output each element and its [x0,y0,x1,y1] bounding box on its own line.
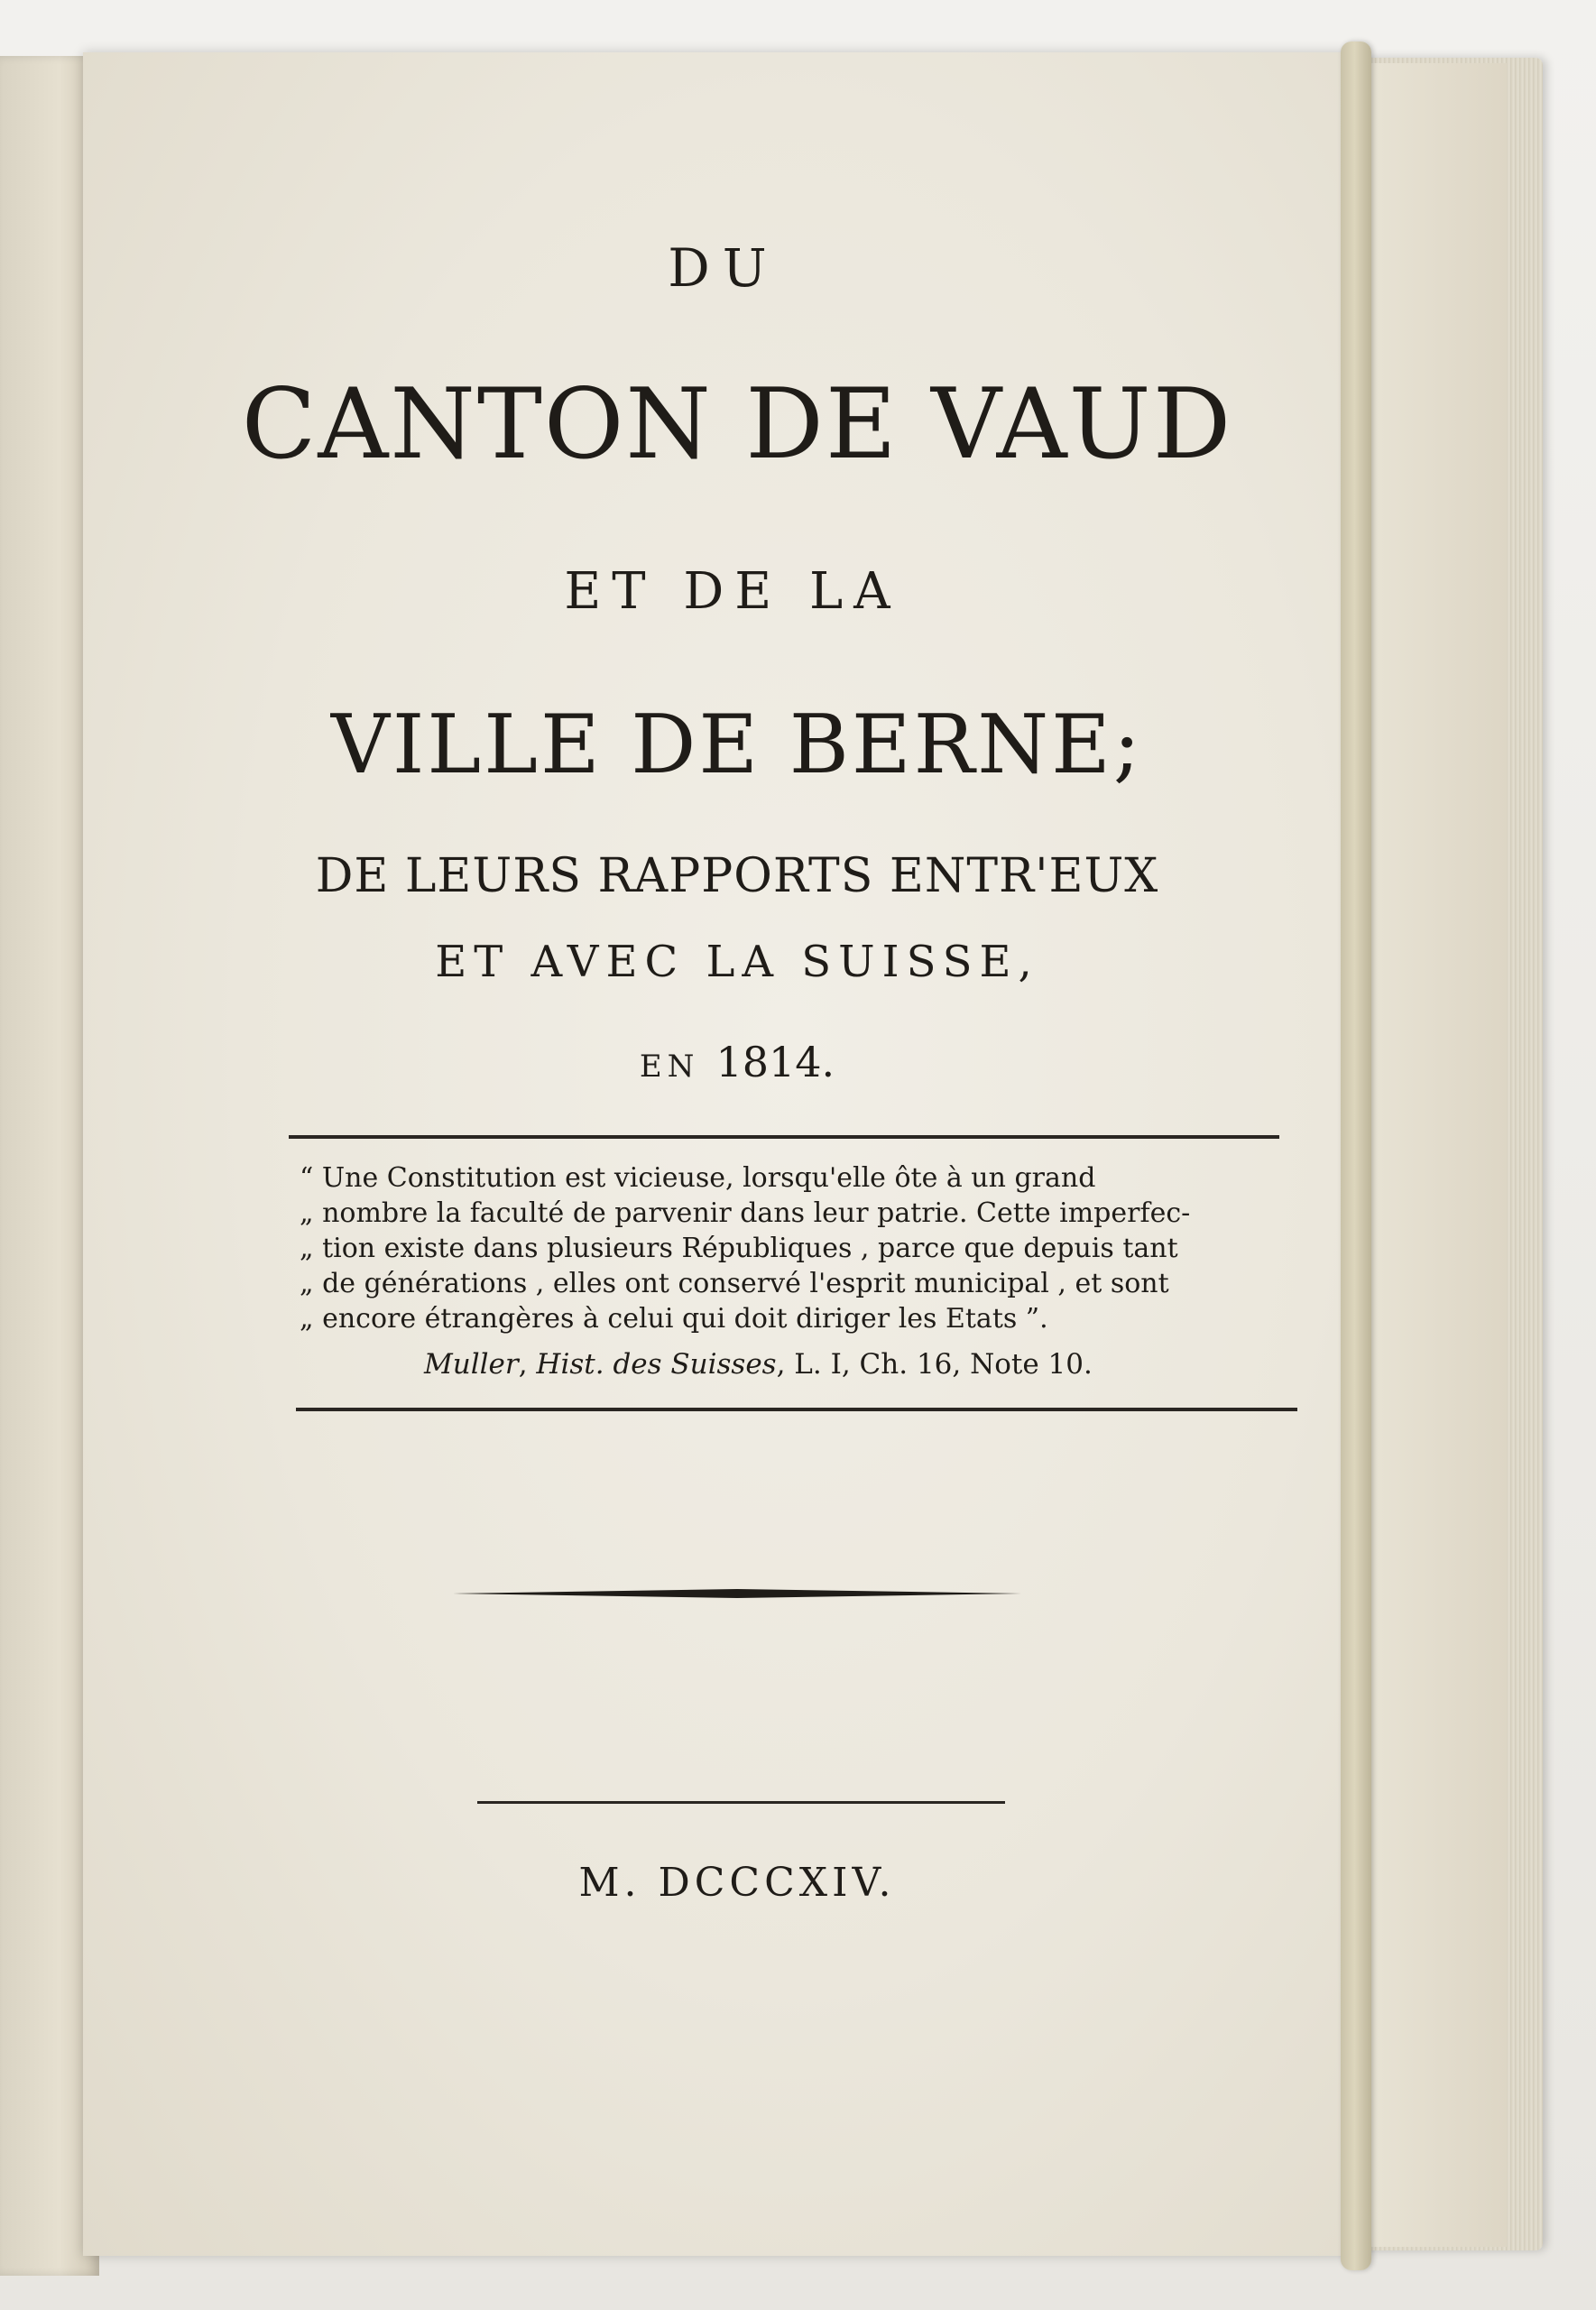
epigraph-line: „ tion existe dans plusieurs Républiques , parce que depuis tant [300,1233,1178,1264]
imprint-year: M. DCCCXIV. [578,1860,896,1906]
epigraph-top-rule [289,1135,1279,1139]
date-prefix: EN [639,1049,700,1085]
title-line-du: DU [668,237,780,299]
subtitle-line-rapports: DE LEURS RAPPORTS ENTR'EUX [315,849,1159,903]
epigraph-bottom-rule [296,1408,1297,1411]
epigraph-line: “ Une Constitution est vicieuse, lorsqu'elle ôte à un grand [300,1162,1096,1194]
subtitle-line-suisse: ET AVEC LA SUISSE, [435,937,1039,987]
citation-reference: , L. I, Ch. 16, Note 10. [776,1348,1093,1381]
title-line-ville: VILLE DE BERNE; [330,698,1144,792]
epigraph-line: „ encore étrangères à celui qui doit diriger les Etats ”. [300,1303,1048,1335]
citation-work: Hist. des Suisses [536,1348,777,1381]
imprint-rule [477,1801,1005,1804]
title-page-content [83,52,1364,2256]
epigraph-line: „ de générations , elles ont conservé l'esprit municipal , et sont [300,1268,1169,1299]
citation-author: Muller [424,1348,519,1381]
title-date-line [640,1038,835,1086]
page-stack-face [1353,63,1507,2247]
ornamental-rule [453,1586,1021,1601]
epigraph-citation: Muller, Hist. des Suisses, L. I, Ch. 16, Note 10. [424,1348,1093,1381]
title-line-et-de-la: ET DE LA [564,562,901,621]
epigraph-quote [300,1160,1301,1336]
date-year: 1814. [715,1038,835,1086]
epigraph-line: „ nombre la faculté de parvenir dans leur patrie. Cette imperfec- [300,1197,1191,1229]
title-line-canton: CANTON DE VAUD [241,368,1233,481]
